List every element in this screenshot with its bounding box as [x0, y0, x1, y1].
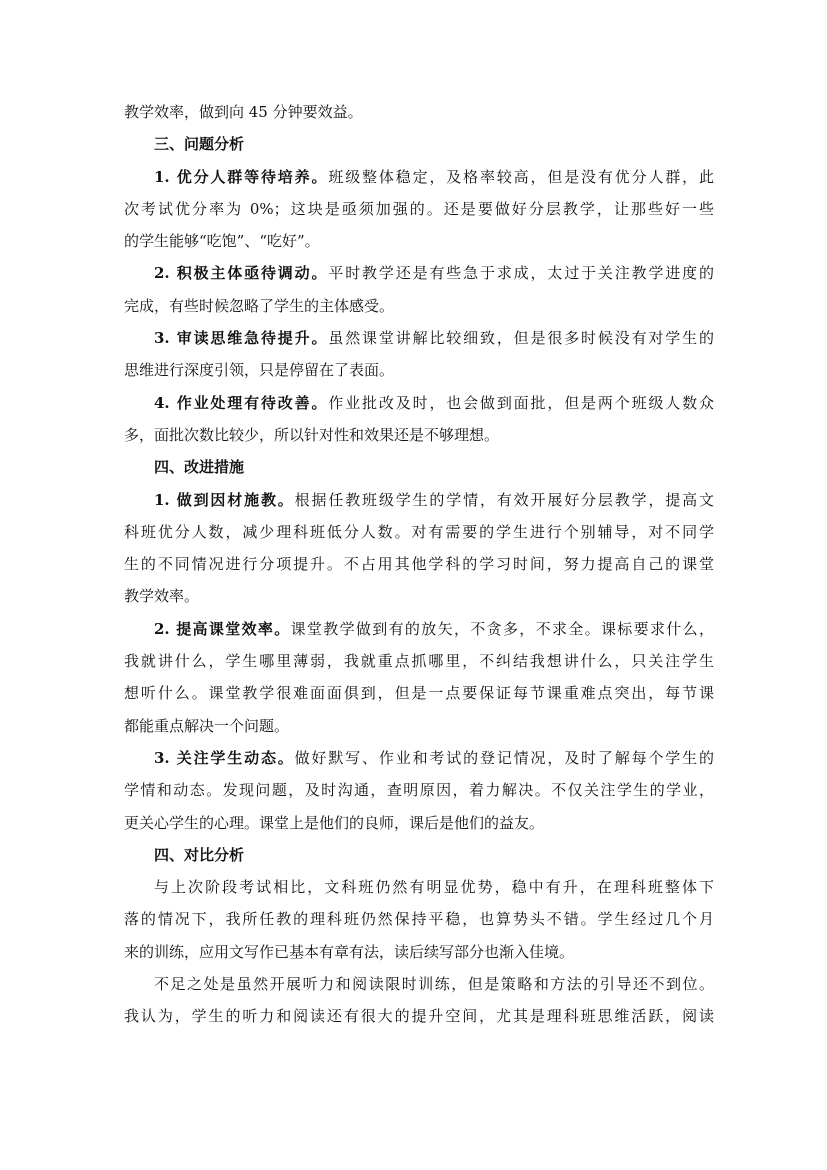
paragraph-item: [124, 161, 714, 258]
text-line: 做好默写、作业和考试的登记情况，及时了解每个学生的: [294, 748, 714, 767]
paragraph-item: [124, 613, 714, 742]
item-lead: 2. 提高课堂效率。: [154, 619, 291, 638]
text-line: 次考试优分率为 0%；这块是亟须加强的。还是要做好分层教学，让那些好一些: [124, 199, 714, 218]
paragraph-item: [124, 322, 714, 387]
text-line: 多，面批次数比较少，所以针对性和效果还是不够理想。: [124, 425, 500, 444]
item-lead: 3. 审读思维急待提升。: [154, 329, 329, 348]
paragraph-item: [124, 257, 714, 322]
text-line: 作业批改及时，也会做到面批，但是两个班级人数众: [328, 393, 714, 412]
text-line: 的学生能够“吃饱”、“吃好”。: [124, 232, 320, 251]
paragraph-item: [124, 742, 714, 839]
paragraph-item: [124, 871, 714, 968]
text-line: 科班优分人数，减少理科班低分人数。对有需要的学生进行个别辅导，对不同学: [124, 522, 714, 541]
item-lead: 1. 做到因材施教。: [154, 490, 295, 509]
text-line: 不足之处是虽然开展听力和阅读限时训练，但是策略和方法的引导还不到位。: [154, 975, 714, 994]
text-line: 想听什么。课堂教学很难面面俱到，但是一点要保证每节课重难点突出，每节课: [124, 684, 714, 703]
document-body: [124, 96, 714, 1033]
text-line: 班级整体稳定，及格率较高，但是没有优分人群，此: [328, 167, 714, 186]
item-lead: 3. 关注学生动态。: [154, 748, 295, 767]
text-line: 课堂教学做到有的放矢，不贪多，不求全。课标要求什么，: [290, 619, 714, 638]
text-line: 完成，有些时候忽略了学生的主体感受。: [124, 296, 395, 315]
text-line: 思维进行深度引领，只是停留在了表面。: [124, 361, 395, 380]
paragraph-item: [124, 968, 714, 1033]
text-line: 虽然课堂讲解比较细致，但是很多时候没有对学生的: [328, 329, 714, 348]
text-line: 更关心学生的心理。课堂上是他们的良师，课后是他们的益友。: [124, 813, 545, 832]
section-heading: 三、问题分析: [154, 135, 245, 154]
text-line: 我认为，学生的听力和阅读还有很大的提升空间，尤其是理科班思维活跃，阅读: [124, 1007, 714, 1026]
text-line: 教学效率，做到向 45 分钟要效益。: [124, 103, 363, 121]
text-line: 学情和动态。发现问题，及时沟通，查明原因，着力解决。不仅关注学生的学业，: [124, 781, 714, 800]
text-line: 生的不同情况进行分项提升。不占用其他学科的学习时间，努力提高自己的课堂: [124, 555, 714, 574]
text-line: 都能重点解决一个问题。: [124, 716, 290, 735]
text-line: 我就讲什么，学生哪里薄弱，我就重点抓哪里，不纠结我想讲什么，只关注学生: [124, 652, 714, 671]
item-lead: 2. 积极主体亟待调动。: [154, 264, 329, 283]
text-line: 根据任教班级学生的学情，有效开展好分层教学，提高文: [294, 490, 714, 509]
paragraph-item: [124, 387, 714, 452]
section-heading: 四、对比分析: [154, 845, 245, 864]
text-line: 教学效率。: [124, 587, 200, 606]
section-heading: 四、改进措施: [154, 458, 245, 477]
item-lead: 1. 优分人群等待培养。: [154, 167, 329, 186]
text-line: 与上次阶段考试相比，文科班仍然有明显优势，稳中有升，在理科班整体下: [154, 878, 714, 897]
paragraph-item: [124, 484, 714, 613]
text-line: 来的训练，应用文写作已基本有章有法，读后续写部分也渐入佳境。: [124, 942, 575, 961]
text-line: 平时教学还是有些急于求成，太过于关注教学进度的: [328, 264, 714, 283]
paragraph: [124, 96, 714, 128]
item-lead: 4. 作业处理有待改善。: [154, 393, 329, 412]
text-line: 落的情况下，我所任教的理科班仍然保持平稳，也算势头不错。学生经过几个月: [124, 910, 714, 929]
